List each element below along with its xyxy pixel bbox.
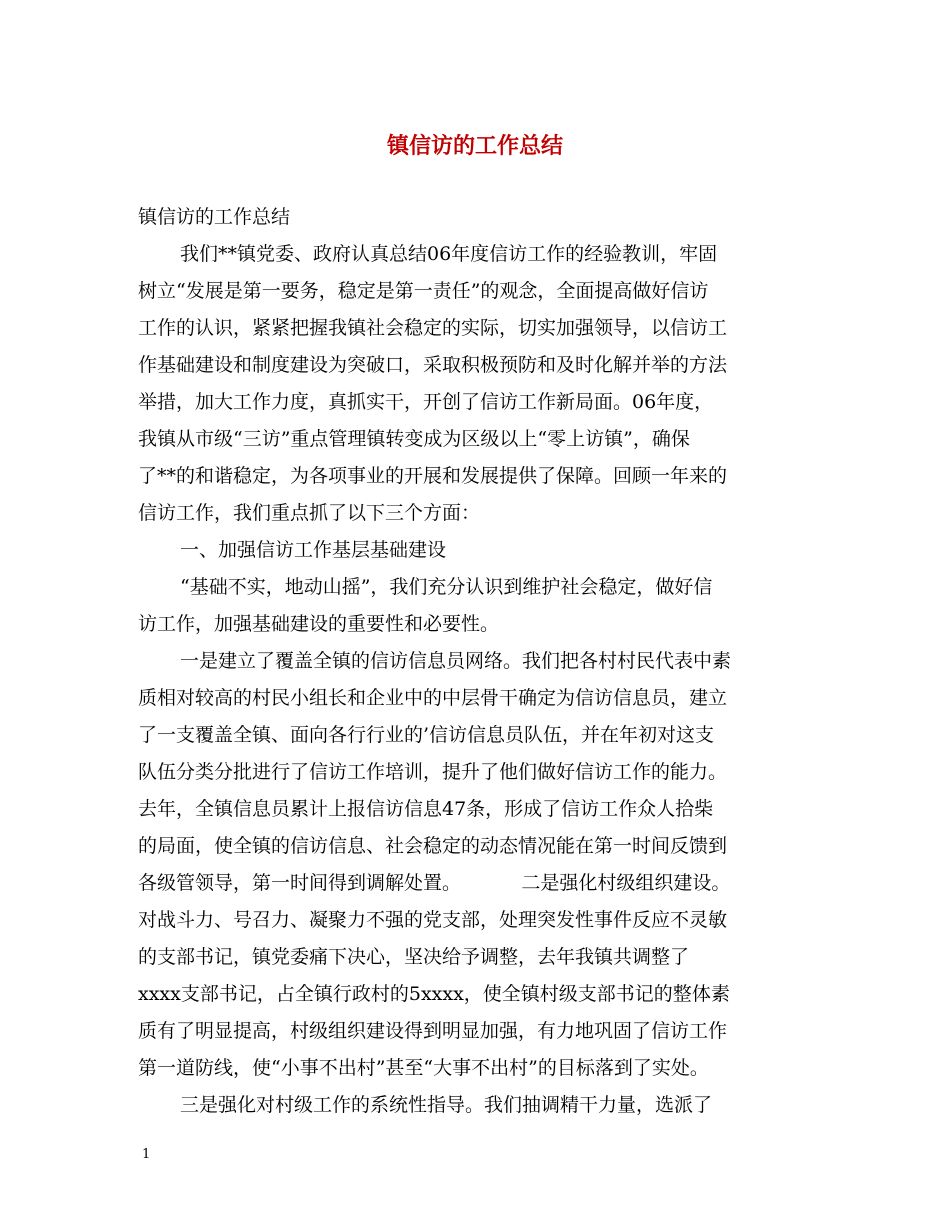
- body-line: “基础不实，地动山摇”，我们充分认识到维护社会稳定，做好信: [180, 576, 713, 598]
- body-line: 了**的和谐稳定，为各项事业的开展和发展提供了保障。回顾一年来的: [138, 465, 728, 487]
- body-line: 一是建立了覆盖全镇的信访信息员网络。我们把各村村民代表中素: [180, 650, 732, 672]
- body-line: 质相对较高的村民小组长和企业中的中层骨干确定为信访信息员，建立: [138, 687, 728, 709]
- page-number: 1: [142, 1147, 151, 1162]
- body-line: 我们**镇党委、政府认真总结06年度信访工作的经验教训，牢固: [180, 243, 718, 265]
- document-title: 镇信访的工作总结: [386, 134, 563, 159]
- body-line: 了一支覆盖全镇、面向各行行业的’信访信息员队伍，并在年初对这支: [138, 724, 715, 746]
- body-line: 对战斗力、号召力、凝聚力不强的党支部，处理突发性事件反应不灵敏: [138, 909, 728, 931]
- body-line: 队伍分类分批进行了信访工作培训，提升了他们做好信访工作的能力。: [138, 761, 728, 783]
- body-line: 信访工作，我们重点抓了以下三个方面：: [138, 502, 481, 524]
- body-line: 去年，全镇信息员累计上报信访信息47条，形成了信访工作众人拾柴: [138, 798, 714, 820]
- body-line: 访工作，加强基础建设的重要性和必要性。: [138, 613, 500, 635]
- body-line: 工作的认识，紧紧把握我镇社会稳定的实际，切实加强领导，以信访工: [138, 317, 728, 339]
- section-heading: 一、加强信访工作基层基础建设: [180, 539, 447, 561]
- body-line: 举措，加大工作力度，真抓实干，开创了信访工作新局面。06年度，: [138, 391, 714, 413]
- body-line: 树立“发展是第一要务，稳定是第一责任”的观念，全面提高做好信访: [138, 280, 709, 302]
- body-line: 的支部书记，镇党委痛下决心，坚决给予调整，去年我镇共调整了: [138, 946, 690, 968]
- body-line: 我镇从市级“三访”重点管理镇转变成为区级以上“零上访镇”，确保: [138, 428, 690, 450]
- body-line: 各级管领导，第一时间得到调解处置。 二是强化村级组织建设。: [138, 872, 731, 894]
- body-line: 镇信访的工作总结: [138, 206, 291, 228]
- body-line: 的局面，使全镇的信访信息、社会稳定的动态情况能在第一时间反馈到: [138, 835, 728, 857]
- document-body: [138, 199, 828, 1124]
- body-line: xxxx支部书记，占全镇行政村的5xxxx，使全镇村级支部书记的整体素: [138, 983, 730, 1005]
- body-line: 作基础建设和制度建设为突破口，采取积极预防和及时化解并举的方法: [138, 354, 728, 376]
- body-line: 三是强化对村级工作的系统性指导。我们抽调精干力量，选派了: [180, 1094, 713, 1116]
- body-line: 质有了明显提高，村级组织建设得到明显加强，有力地巩固了信访工作: [138, 1020, 728, 1042]
- body-line: 第一道防线，使“小事不出村”甚至“大事不出村”的目标落到了实处。: [138, 1057, 709, 1079]
